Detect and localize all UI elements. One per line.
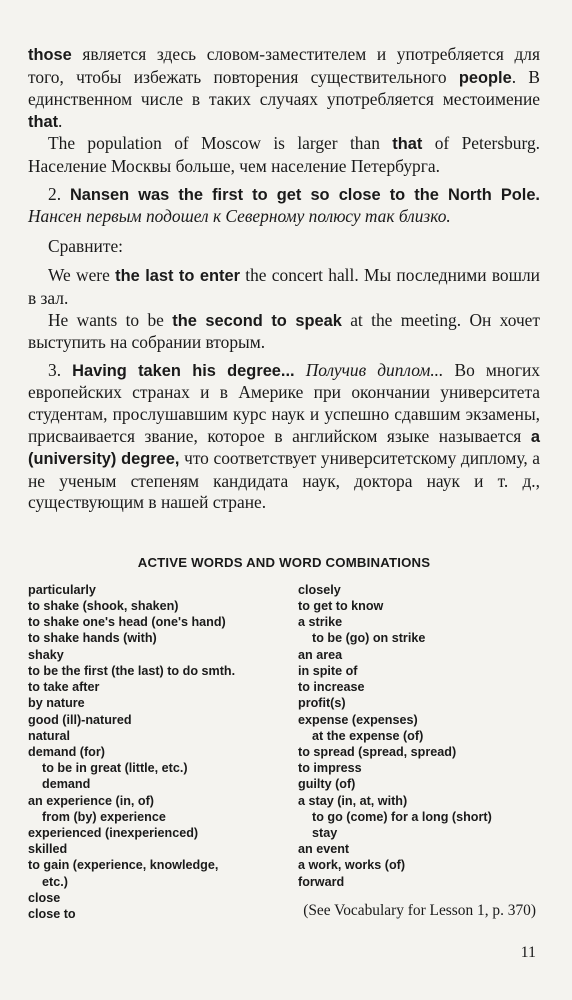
vocabulary-item: to be (go) on strike xyxy=(312,631,426,646)
vocabulary-item: from (by) experience xyxy=(42,809,166,824)
vocabulary-item: profit(s) xyxy=(298,696,346,711)
word-list-left-column xyxy=(28,582,235,922)
paragraph-degree: 3. Having taken his degree... Получив диплом... Во многих европейских странах и в Америке при окончании университета студентам, прослушавшим курс наук и успешно сдавшим экзамены, присваивается звание, которое в английском языке называется a (university) degree, что соответствует университетскому диплому, а не ученым степеням кандидата наук, доктора наук и т. д., существующим в нашей стране. xyxy=(28,359,540,513)
vocabulary-item: a work, works (of) xyxy=(298,858,406,873)
vocabulary-item: demand xyxy=(42,777,91,792)
vocabulary-item: to be in great (little, etc.) xyxy=(42,761,188,776)
vocabulary-item: experienced (inexperienced) xyxy=(28,825,199,840)
paragraph-second-to-speak: He wants to be the second to speak at the meeting. Он хочет выступить на собрании вторым. xyxy=(28,309,541,353)
paragraph-population-example: The population of Moscow is larger than that of Petersburg. Население Москвы больше, чем население Петербурга. xyxy=(28,133,541,176)
vocabulary-item: natural xyxy=(28,728,70,743)
italic-translation: Получив диплом... xyxy=(305,359,444,380)
vocabulary-item: closely xyxy=(298,582,341,597)
italic-translation: Нансен первым подошел к Северному полюсу так близко. xyxy=(28,206,451,227)
paragraph-those: those является здесь словом-заместителем и употребляется для того, чтобы избежать повторения существительного people. В единственном числе в таких случаях употребляется местоимение that. xyxy=(28,44,541,131)
bold-term: Having taken his degree... xyxy=(72,361,295,380)
word-list xyxy=(28,582,540,922)
vocabulary-item: to gain (experience, knowledge, xyxy=(28,858,219,873)
bold-term: a (university) degree, xyxy=(28,427,540,469)
vocabulary-item: to shake one's head (one's hand) xyxy=(28,615,226,630)
bold-term: the last to enter xyxy=(115,267,240,286)
vocabulary-item: to take after xyxy=(28,680,100,695)
vocabulary-item: at the expense (of) xyxy=(312,728,424,743)
vocabulary-item: skilled xyxy=(28,842,68,857)
paragraph-compare: Сравните: xyxy=(48,235,123,256)
vocabulary-item: to increase xyxy=(298,680,365,695)
vocabulary-item: a stay (in, at, with) xyxy=(298,793,408,808)
vocabulary-item: a strike xyxy=(298,615,343,630)
vocabulary-item: particularly xyxy=(28,582,96,597)
vocabulary-item: guilty (of) xyxy=(298,777,356,792)
bold-term: that xyxy=(392,135,423,154)
vocabulary-item: to be the first (the last) to do smth. xyxy=(28,663,236,678)
page-content xyxy=(28,44,540,922)
vocabulary-item: to shake hands (with) xyxy=(28,631,157,646)
vocabulary-item: to impress xyxy=(298,761,362,776)
vocabulary-item: an experience (in, of) xyxy=(28,793,154,808)
vocabulary-item: stay xyxy=(312,825,338,840)
vocabulary-item: demand (for) xyxy=(28,744,105,759)
vocabulary-reference: (See Vocabulary for Lesson 1, p. 370) xyxy=(303,901,536,919)
vocabulary-item: etc.) xyxy=(42,874,68,889)
vocabulary-item: shaky xyxy=(28,647,64,662)
vocabulary-item: in spite of xyxy=(298,663,358,678)
vocabulary-item: good (ill)-natured xyxy=(28,712,132,727)
vocabulary-item: an area xyxy=(298,647,343,662)
bold-term: people xyxy=(458,68,512,87)
bold-term: that xyxy=(28,112,59,131)
vocabulary-item: to shake (shook, shaken) xyxy=(28,599,179,614)
word-list-right-column xyxy=(298,582,492,890)
page-number: 11 xyxy=(520,944,536,961)
vocabulary-item: to get to know xyxy=(298,599,384,614)
vocabulary-item: an event xyxy=(298,842,350,857)
vocabulary-item: to spread (spread, spread) xyxy=(298,744,457,759)
bold-term: those xyxy=(28,46,72,64)
bold-term: Nansen was the first to get so close to the North Pole. xyxy=(69,185,540,204)
vocabulary-item: expense (expenses) xyxy=(298,712,418,727)
paragraph-nansen: 2. Nansen was the first to get so close to the North Pole. Нансен первым подошел к Северному полюсу так близко. xyxy=(28,183,540,227)
vocabulary-item: close xyxy=(28,890,61,905)
section-heading: ACTIVE WORDS AND WORD COMBINATIONS xyxy=(137,554,431,570)
paragraph-last-to-enter: We were the last to enter the concert hall. Мы последними вошли в зал. xyxy=(28,265,540,308)
vocabulary-item: forward xyxy=(298,874,345,889)
vocabulary-item: to go (come) for a long (short) xyxy=(312,809,492,824)
vocabulary-item: by nature xyxy=(28,696,85,711)
bold-term: the second to speak xyxy=(172,311,342,330)
vocabulary-item: close to xyxy=(28,906,76,921)
